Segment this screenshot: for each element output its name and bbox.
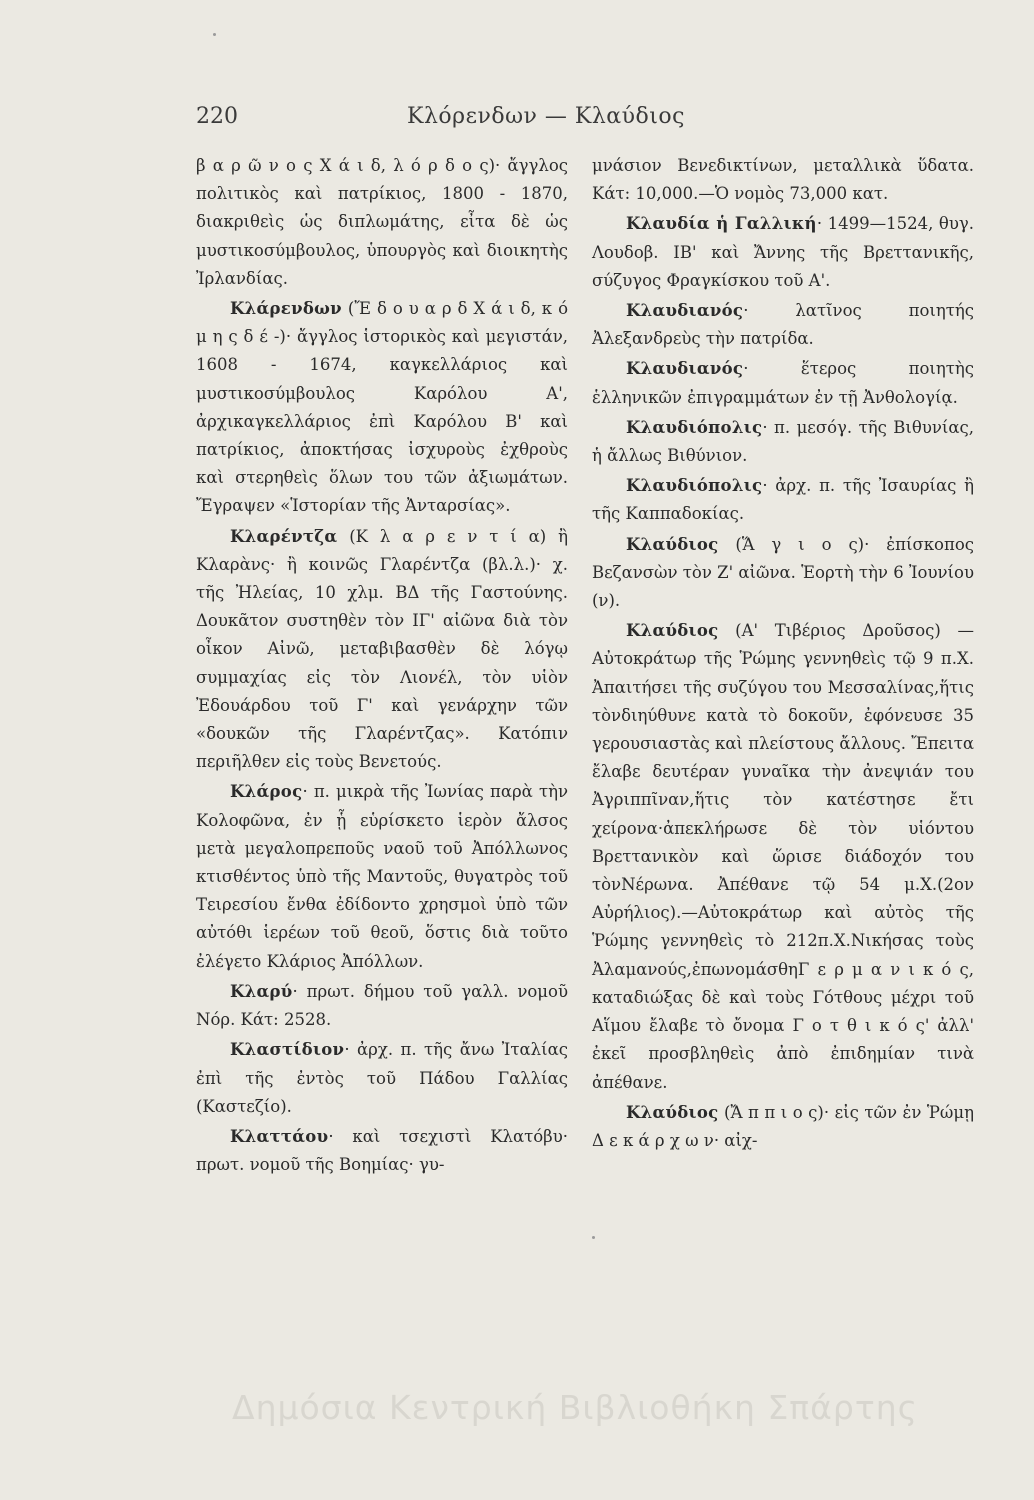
library-watermark: Δημόσια Κεντρική Βιβλιοθήκη Σπάρτης [232,1388,919,1427]
right-column [592,152,974,1157]
left-column [196,152,568,1181]
entry-text: · 1499—1524, θυγ. Λουδοβ. ΙΒ' καὶ Ἄννης τῆς Βρεττανικῆς, σύζυγος Φραγκίσκου τοῦ Α'. [592,214,974,290]
page-header [196,104,786,140]
entry-text: · λατῖνος ποιητής Ἀλεξανδρεὺς τὴν πατρίδα. [592,301,974,349]
entry-headword: Κλαυδιανός [626,301,744,321]
entry-headword: Κλαύδιος [626,1102,719,1122]
entry-text: · ἀρχ. π. τῆς Ἰσαυρίας ἢ τῆς Καππαδοκίας. [592,476,974,524]
entry-text: · πρωτ. δήμου τοῦ γαλλ. νομοῦ Νόρ. Κάτ: 2528. [196,981,568,1030]
dictionary-entry [592,355,974,411]
running-head: Κλόρενδων — Κλαύδιος [407,104,685,129]
dictionary-entry [592,1099,974,1155]
entry-headword: Κλαρέντζα [230,526,338,546]
dictionary-entry [196,523,568,777]
entry-headword: Κλαυδία ἡ Γαλλική [626,214,817,234]
entry-headword: Κλαύδιος [626,621,719,641]
entry-text: (Ἄ π π ι ο ς)· εἰς τῶν ἐν Ῥώμῃ Δ ε κ ά ρ χ ω ν· αἰχ- [592,1102,974,1150]
dictionary-entry [592,297,974,353]
entry-headword: Κλαυδιόπολις [626,476,763,496]
dictionary-entry [196,1123,568,1179]
entry-headword: Κλαύδιος [626,534,719,554]
entry-headword: Κλάρος [230,782,303,802]
dictionary-entry [196,778,568,975]
dictionary-entry [196,1036,568,1121]
dictionary-entry [196,295,568,521]
dictionary-entry [592,617,974,1096]
entry-text: · καὶ τσεχιστὶ Κλατόβυ· πρωτ. νομοῦ τῆς Βοημίας· γυ- [196,1126,568,1175]
page-number: 220 [196,104,238,129]
dictionary-entry [592,531,974,616]
entry-text: (Ἅ γ ι ο ς)· ἐπίσκοπος Βεζανσὼν τὸν Ζ' αἰῶνα. Ἑορτὴ τὴν 6 Ἰουνίου (ν). [592,534,974,611]
dictionary-entry [592,414,974,470]
entry-text: (Κ λ α ρ ε ν τ ί α) ἢ Κλαρὰνς· ἢ κοινῶς Γλαρέντζα (βλ.λ.)· χ. τῆς Ἠλείας, 10 χλμ. ΒΔ τῆς Γαστούνης. Δουκᾶτον συστηθὲν τὸν ΙΓ' αἰῶνα διὰ τὸν οἶκον Αἰνῶ, μεταβιβασθὲν δὲ λόγῳ συμμαχίας εἰς τὸν Λιονέλ, τὸν υἱὸν Ἐδουάρδου τοῦ Γ' καὶ γενάρχην τῶν «δουκῶν τῆς Γλαρέντζας». Κατόπιν περιῆλθεν εἰς τοὺς Βενετούς. [196,526,568,772]
dictionary-entry [592,152,974,208]
entry-headword: Κλαυδιόπολις [626,417,763,437]
entry-text: · ἀρχ. π. τῆς ἄνω Ἰταλίας ἐπὶ τῆς ἐντὸς τοῦ Πάδου Γαλλίας (Καστεζίο). [196,1040,568,1116]
entry-text: β α ρ ῶ ν ο ς Χ ά ι δ, λ ό ρ δ ο ς)· ἄγγλος πολιτικὸς καὶ πατρίκιος, 1800 - 1870, διακριθεὶς ὡς διπλωμάτης, εἶτα δὲ ὡς μυστικοσύμβουλος, ὑπουργὸς καὶ διοικητὴς Ἰρλανδίας. [196,156,568,288]
dictionary-entry [196,978,568,1034]
entry-headword: Κλαυδιανός [626,359,744,379]
entry-headword: Κλαστίδιον [230,1040,345,1060]
entry-headword: Κλαττάου [230,1126,329,1146]
dictionary-entry [592,472,974,528]
scan-speck [213,33,216,36]
scan-speck [592,1236,595,1239]
entry-text: (Ἔ δ ο υ α ρ δ Χ ά ι δ, κ ό μ η ς δ έ -)· ἄγγλος ἱστορικὸς καὶ μεγιστάν, 1608 - 1674, καγκελλάριος καὶ μυστικοσύμβουλος Καρόλου Α', ἀρχικαγκελλάριος ἐπὶ Καρόλου Β' καὶ πατρίκιος, ἀποκτήσας ἰσχυροὺς ἐχθροὺς καὶ στερηθεὶς ὅλων του τῶν ἀξιωμάτων. Ἔγραψεν «Ἱστορίαν τῆς Ἀνταρσίας». [196,299,568,516]
entry-text: · π. μεσόγ. τῆς Βιθυνίας, ἡ ἄλλως Βιθύνιον. [592,417,974,466]
entry-headword: Κλάρενδων [230,299,342,319]
entry-text: · π. μικρὰ τῆς Ἰωνίας παρὰ τὴν Κολοφῶνα, ἐν ᾗ εὑρίσκετο ἱερὸν ἄλσος μετὰ μεγαλοπρεποῦς ναοῦ τοῦ Ἀπόλλωνος κτισθέντος ὑπὸ τῆς Μαντοῦς, θυγατρὸς τοῦ Τειρεσίου ἔνθα ἐδίδοντο χρησμοὶ ὑπὸ τῶν αὐτόθι ἱερέων τοῦ θεοῦ, ὅστις διὰ τοῦτο ἐλέγετο Κλάριος Ἀπόλλων. [196,782,568,971]
entry-text: μνάσιον Βενεδικτίνων, μεταλλικὰ ὕδατα. Κάτ: 10,000.—Ὁ νομὸς 73,000 κατ. [592,156,974,204]
entry-text: (Α' Τιβέριος Δροῦσος) —Αὐτοκράτωρ τῆς Ῥώμης γεννηθεὶς τῷ 9 π.Χ. Ἀπαιτήσει τῆς συζύγου του Μεσσαλίνας,ἥτις τὸνδιηύθυνε κατὰ τὸ δοκοῦν, ἐφόνευσε 35 γερουσιαστὰς καὶ πλείστους ἄλλους. Ἔπειτα ἔλαβε δευτέραν γυναῖκα τὴν ἀνεψιάν του Ἀγριππῖναν,ἥτις τὸν κατέστησε ἔτι χείρονα·ἀπεκλήρωσε δὲ τὸν υἱόντου Βρεττανικὸν καὶ ὥρισε διάδοχόν του τὸνΝέρωνα. Ἀπέθανε τῷ 54 μ.Χ.(2ον Αὐρήλιος).—Αὐτοκράτωρ καὶ αὐτὸς τῆς Ῥώμης γεννηθεὶς τὸ 212π.Χ.Νικήσας τοὺς Ἀλαμανούς,ἐπωνομάσθηΓ ε ρ μ α ν ι κ ό ς, καταδιώξας δὲ καὶ τοὺς Γότθους μέχρι τοῦ Αἵμου ἔλαβε τὸ ὄνομα Γ ο τ θ ι κ ό ς' ἀλλ' ἐκεῖ προσβληθεὶς ἀπὸ ἐπιδημίαν τινὰ ἀπέθανε. [592,621,974,1092]
dictionary-entry [592,210,974,295]
dictionary-entry [196,152,568,293]
entry-headword: Κλαρύ [230,981,293,1001]
entry-text: · ἕτερος ποιητὴς ἑλληνικῶν ἐπιγραμμάτων ἐν τῇ Ἀνθολογίᾳ. [592,359,974,407]
